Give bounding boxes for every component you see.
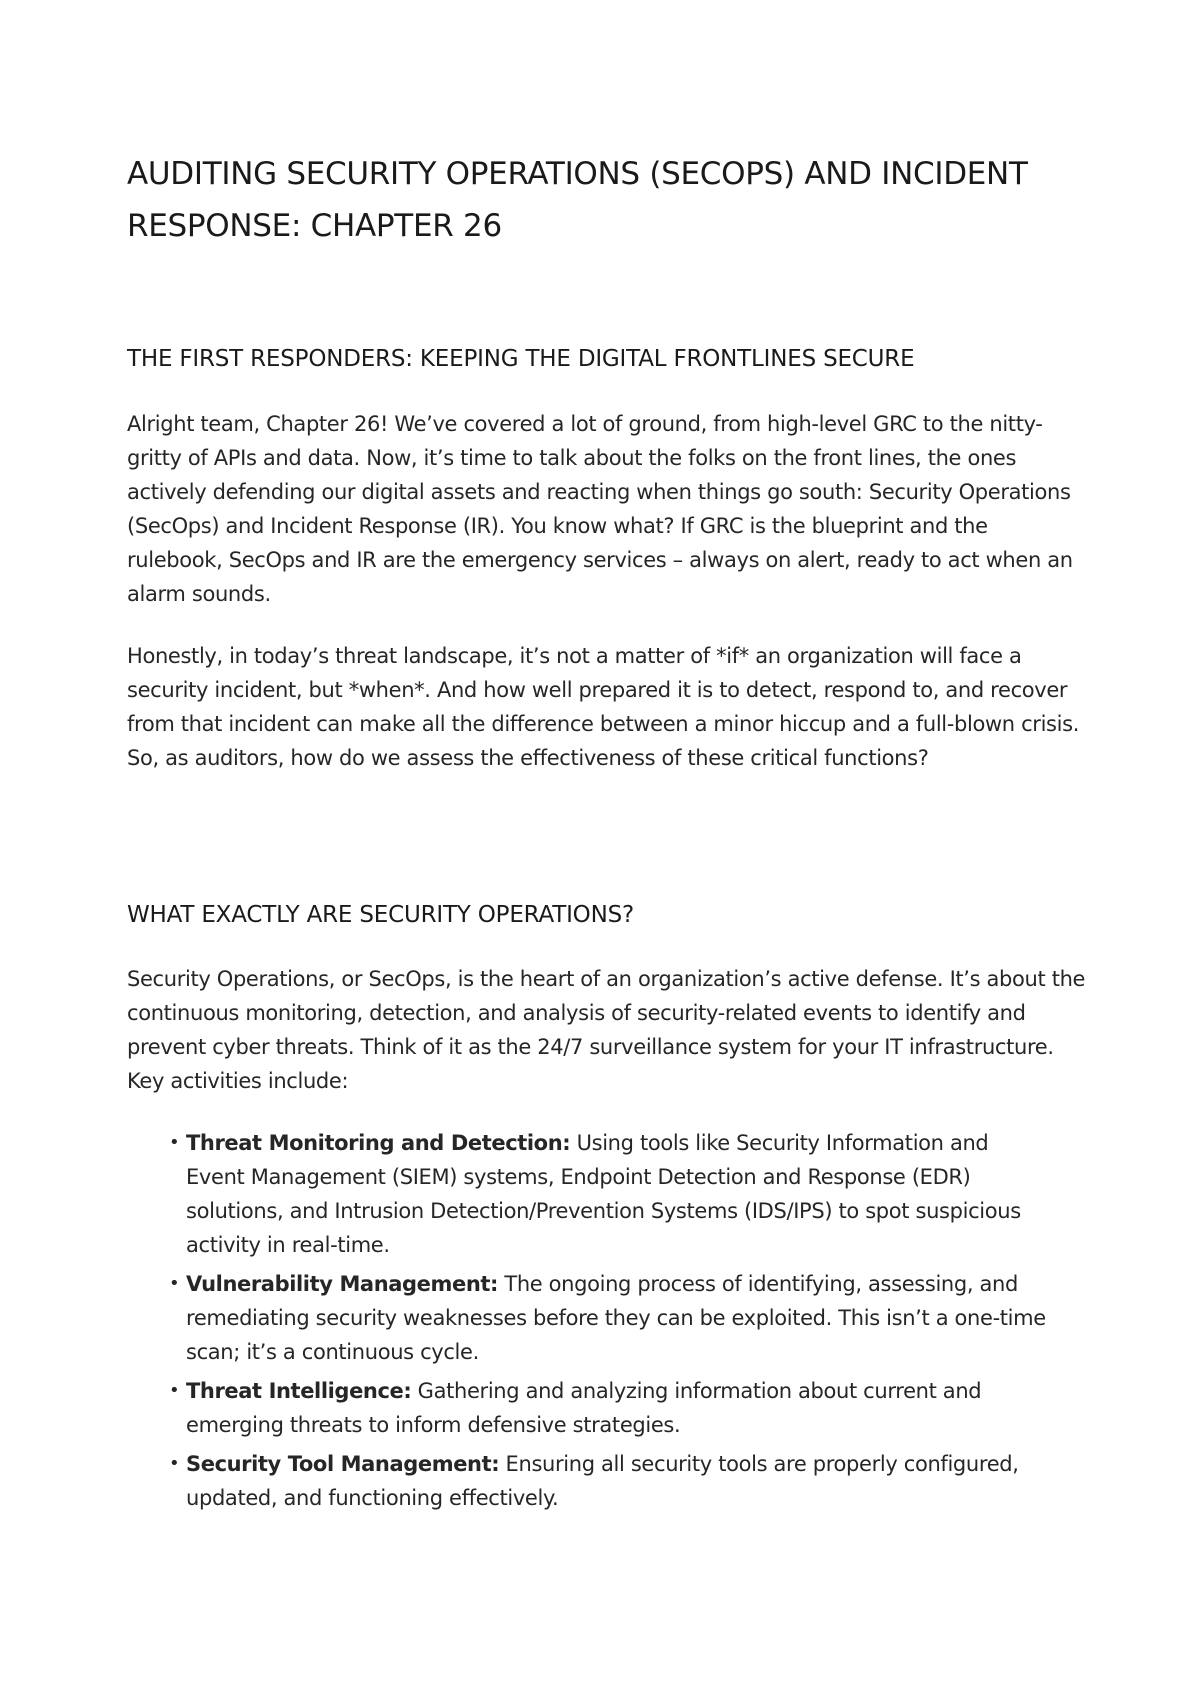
bullet-icon: • — [169, 1132, 180, 1153]
list-item-threat-intelligence — [167, 1374, 1047, 1442]
list-item-threat-monitoring — [167, 1126, 1047, 1262]
bullet-term: Threat Monitoring and Detection: — [186, 1131, 571, 1155]
chapter-title: AUDITING SECURITY OPERATIONS (SECOPS) AND INCIDENT RESPONSE: CHAPTER 26 — [127, 156, 1028, 244]
bullet-term: Threat Intelligence: — [186, 1379, 412, 1403]
bullet-icon: • — [169, 1453, 180, 1474]
bullet-icon: • — [169, 1273, 180, 1294]
bullet-text: Using tools like Security Information and Event Management (SIEM) systems, Endpoint Detection and Response (EDR) solutions, and Intrusion Detection/Prevention Systems (IDS/IPS) to spot suspicious activity in real-time. — [186, 1131, 1021, 1257]
section-heading-security-operations: WHAT EXACTLY ARE SECURITY OPERATIONS? — [127, 902, 635, 928]
bullet-icon: • — [169, 1380, 180, 1401]
paragraph-intro: Alright team, Chapter 26! We’ve covered a lot of ground, from high-level GRC to the nitty-gritty of APIs and data. Now, it’s time to talk about the folks on the front lines, the ones actively defending our digital assets and reacting when things go south: Security Operations (SecOps) and Incident Response (IR). You know what? If GRC is the blueprint and the rulebook, SecOps and IR are the emergency services – always on alert, ready to act when an alarm sounds. — [127, 412, 1073, 606]
list-item-vulnerability-management — [167, 1267, 1047, 1369]
section-heading-first-responders: THE FIRST RESPONDERS: KEEPING THE DIGITAL FRONTLINES SECURE — [127, 346, 915, 372]
bullet-term: Vulnerability Management: — [186, 1272, 499, 1296]
bullet-text: Gathering and analyzing information about current and emerging threats to inform defensive strategies. — [186, 1379, 982, 1437]
list-item-security-tool-management — [167, 1447, 1047, 1515]
bullet-text: Ensuring all security tools are properly configured, updated, and functioning effectively. — [186, 1452, 1019, 1510]
paragraph-secops-definition: Security Operations, or SecOps, is the heart of an organization’s active defense. It’s about the continuous monitoring, detection, and analysis of security-related events to identify and prevent cyber threats. Think of it as the 24/7 surveillance system for your IT infrastructure. Key activities include: — [127, 967, 1086, 1093]
bullet-text: The ongoing process of identifying, assessing, and remediating security weaknesses before they can be exploited. This isn’t a one-time scan; it’s a continuous cycle. — [186, 1272, 1046, 1364]
bullet-term: Security Tool Management: — [186, 1452, 500, 1476]
key-activities-list — [167, 1126, 1047, 1520]
paragraph-threat-landscape: Honestly, in today’s threat landscape, it’s not a matter of *if* an organization will face a security incident, but *when*. And how well prepared it is to detect, respond to, and recover from that incident can make all the difference between a minor hiccup and a full-blown crisis. So, as auditors, how do we assess the effectiveness of these critical functions? — [127, 644, 1080, 770]
